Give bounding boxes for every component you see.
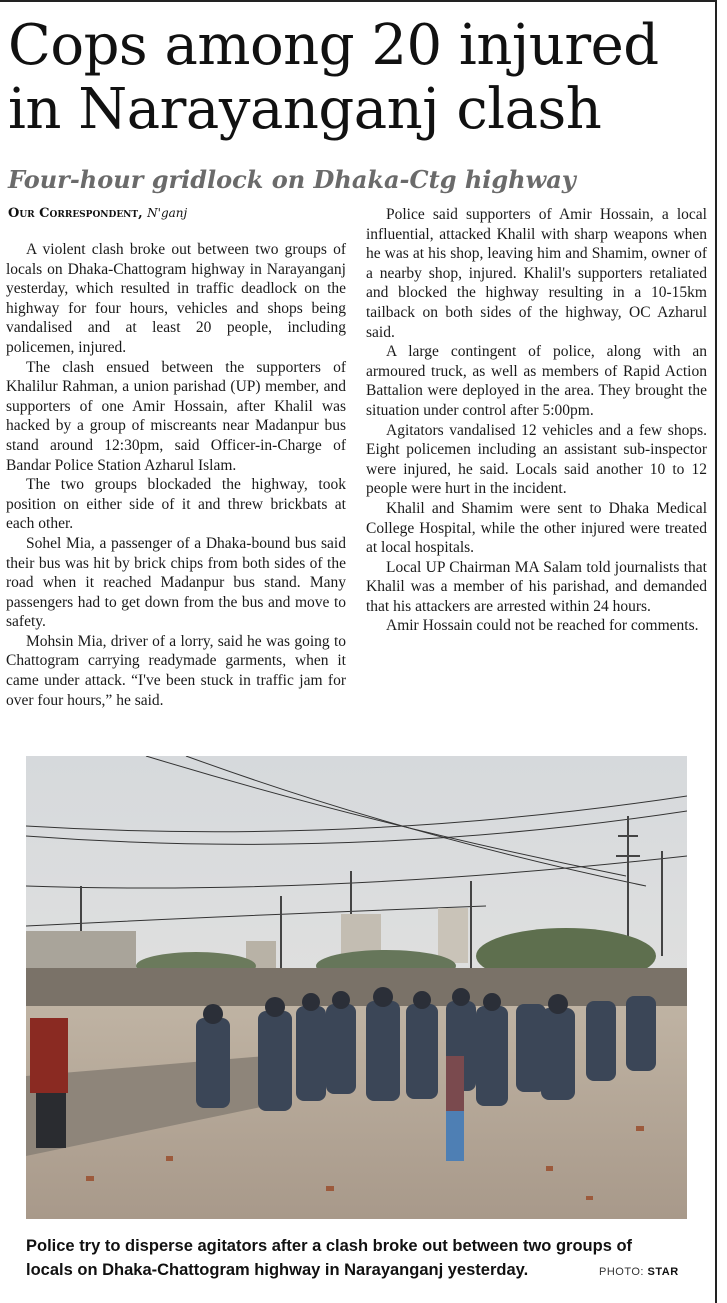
paragraph: Sohel Mia, a passenger of a Dhaka-bound bus said their bus was hit by brick chips from both sides of the road when it reached Madanpur bus stand. Many passengers had to get down from the bus and move to safety.	[6, 534, 346, 631]
byline-author: Our Correspondent,	[8, 206, 143, 221]
paragraph: Agitators vandalised 12 vehicles and a few shops. Eight policemen including an assistant sub-inspector were injured, he said. Locals said another 10 to 12 people were hurt in the incident.	[366, 421, 707, 498]
crowd	[26, 968, 687, 1008]
photo-credit-source: STAR	[647, 1266, 679, 1278]
photo-credit	[599, 1266, 679, 1278]
paragraph: A large contingent of police, along with an armoured truck, as well as members of Rapid Action Battalion were deployed in the area. They brought the situation under control after 5:00pm.	[366, 343, 707, 419]
photo-caption: Police try to disperse agitators after a clash broke out between two groups of locals on Dhaka-Chattogram highway in Narayanganj yesterday.	[26, 1237, 633, 1279]
paragraph: Khalil and Shamim were sent to Dhaka Medical College Hospital, while the other injured were treated at local hospitals.	[366, 499, 707, 557]
paragraph: Mohsin Mia, driver of a lorry, said he was going to Chattogram carrying readymade garments, when it came under attack. “I've been stuck in traffic jam for over four hours,” he said.	[6, 632, 346, 709]
paragraph: The two groups blockaded the highway, took position on either side of it and threw brickbats at each other.	[6, 476, 346, 533]
article-column-1	[6, 240, 346, 710]
paragraph: Amir Hossain could not be reached for comments.	[386, 617, 699, 635]
headline: Cops among 20 injured in Narayanganj clash	[8, 13, 659, 142]
paragraph: A violent clash broke out between two groups of locals on Dhaka-Chattogram highway in Narayanganj yesterday, which resulted in traffic deadlock on the highway for four hours, vehicles and shops being vandalised and at least 20 people, including policemen, injured.	[6, 241, 346, 356]
building	[438, 908, 468, 963]
byline	[8, 206, 187, 221]
civilian	[36, 1093, 66, 1148]
news-photo	[26, 756, 687, 1219]
article-column-2	[366, 205, 707, 636]
byline-location: N'ganj	[147, 206, 188, 220]
civilian	[30, 1018, 68, 1093]
civilian	[446, 1056, 464, 1116]
paragraph: The clash ensued between the supporters of Khalilur Rahman, a union parishad (UP) member, and supporters of one Amir Hossain, after Khalil was hacked by a group of miscreants near Madanpur bus stand around 12:30pm, said Officer-in-Charge of Bandar Police Station Azharul Islam.	[6, 358, 346, 474]
subhead: Four-hour gridlock on Dhaka-Ctg highway	[8, 165, 576, 194]
paragraph: Local UP Chairman MA Salam told journalists that Khalil was a member of his parishad, and demanded that his attackers are arrested within 24 hours.	[366, 558, 707, 615]
photo-credit-label: PHOTO:	[599, 1266, 644, 1278]
civilian	[446, 1111, 464, 1161]
paragraph: Police said supporters of Amir Hossain, a local influential, attacked Khalil with sharp weapons when he was at his shop, leaving him and Shamim, owner of a nearby shop, injured. Khalil's supporters retaliated and blocked the highway resulting in a 10-15km tailback on both sides of the highway, OC Azharul said.	[366, 206, 707, 341]
